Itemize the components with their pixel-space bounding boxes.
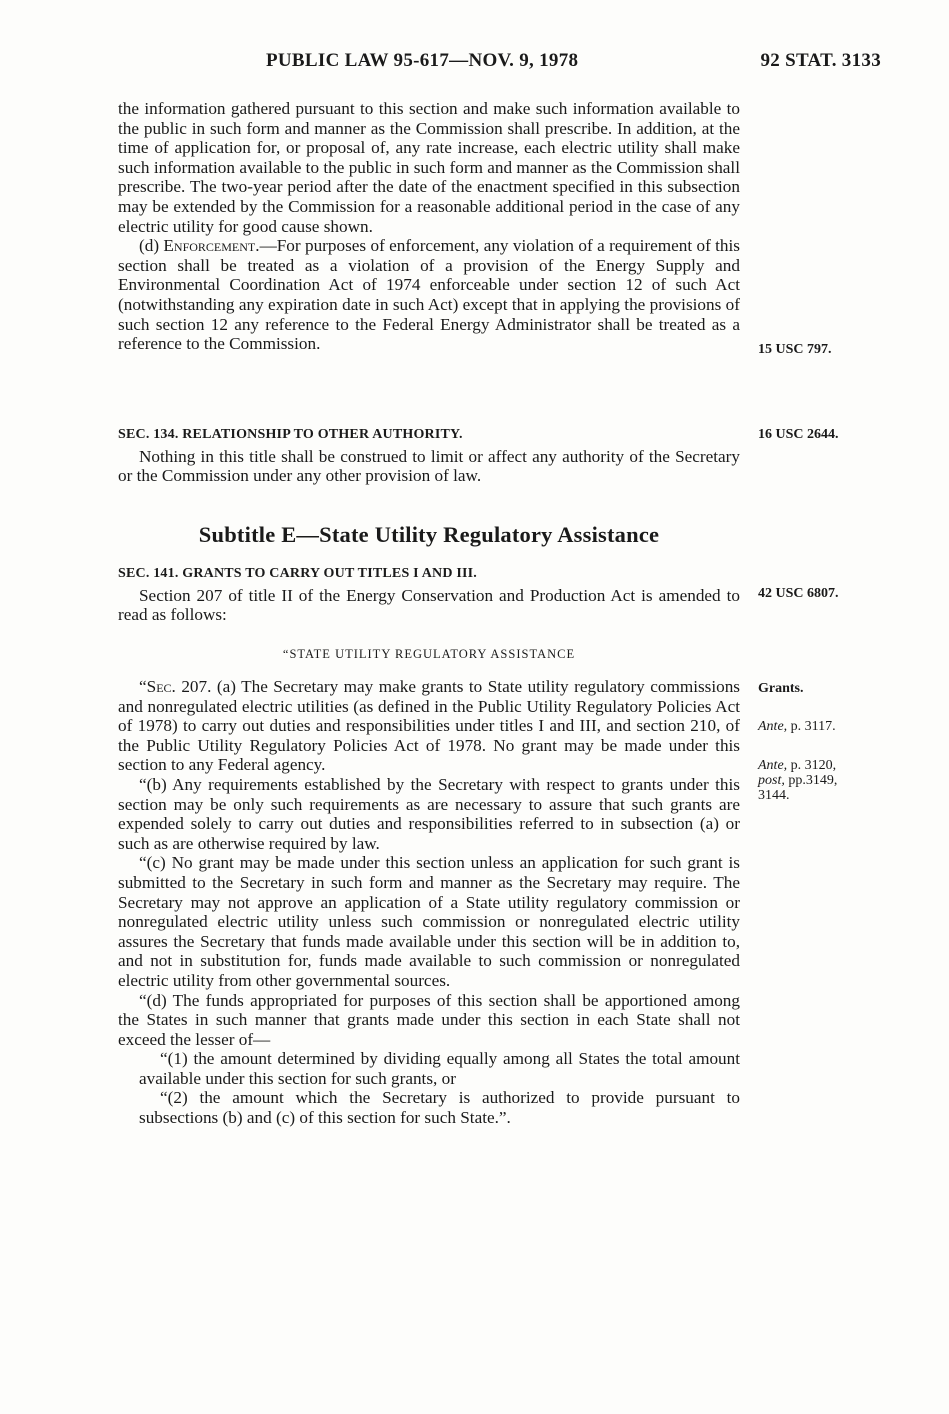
margin-ante2-page: p. 3120, bbox=[787, 758, 837, 773]
section-134-text: Nothing in this title shall be construed to limit or affect any authority of the Secretary or the Commission under any other provision of law. bbox=[118, 446, 740, 486]
subsection-a-text: . 207. (a) The Secretary may make grants to State utility regulatory commissions and nonregulated electric utilities (as defined in the Public Utility Regulatory Policies Act of 1978) to carry out duties and responsibilities under titles I and III, and section 210, of the Public Utility Regulatory Policies Act of 1978. No grant may be made under this section to any Federal agency. bbox=[118, 677, 740, 775]
section-141-intro: Section 207 of title II of the Energy Conservation and Production Act is amended to read as follows: bbox=[118, 585, 740, 625]
section-207-text bbox=[118, 677, 740, 1128]
paragraph-d-label: (d) bbox=[139, 236, 164, 256]
subtitle-e-heading: Subtitle E—State Utility Regulatory Assistance bbox=[198, 522, 660, 547]
margin-ante-italic: Ante, bbox=[758, 719, 788, 734]
subsection-a-quote: “ bbox=[139, 677, 147, 696]
paragraph-d-heading: Enforcement bbox=[163, 236, 256, 256]
margin-ante-page: p. 3117. bbox=[787, 719, 836, 734]
state-utility-regulatory-assistance-heading: “STATE UTILITY REGULATORY ASSISTANCE bbox=[282, 647, 576, 661]
section-141-heading: SEC. 141. GRANTS TO CARRY OUT TITLES I AND III. bbox=[118, 566, 478, 581]
section-141 bbox=[118, 564, 740, 625]
margin-ante2-italic: Ante, bbox=[758, 758, 788, 773]
subsection-c: “(c) No grant may be made under this section unless an application for such grant is submitted to the Secretary in such form and manner as the Secretary may require. The Secretary may not approve an application of a State utility regulatory commission or nonregulated electric utility unless such commission or nonregulated electric utility assures the Secretary that funds made available under this section will be in addition to, and not in substitution for, funds made available to such commission or nonregulated electric utility from other governmental sources. bbox=[118, 853, 740, 990]
margin-note-ante-3120 bbox=[758, 758, 837, 803]
margin-post-pages-cont: 3144. bbox=[758, 788, 790, 803]
subsection-d: “(d) The funds appropriated for purposes of this section shall be apportioned among the States in such manner that grants made under this section in each State shall not exceed the lesser of— bbox=[118, 990, 740, 1049]
margin-note-16-usc-2644: 16 USC 2644. bbox=[758, 427, 839, 442]
margin-post-italic: post, bbox=[758, 773, 785, 788]
running-header-stat-page: 92 STAT. 3133 bbox=[760, 50, 881, 71]
running-header-title: PUBLIC LAW 95-617—NOV. 9, 1978 bbox=[266, 50, 579, 71]
margin-note-grants: Grants. bbox=[758, 681, 804, 696]
margin-post-pages: pp.3149, bbox=[784, 773, 838, 788]
continued-paragraph: the information gathered pursuant to this section and make such information available to the public in such form and manner as the Commission shall prescribe. In addition, at the time of application for, or proposal of, any rate increase, each electric utility shall make such information available to the public in such form and manner as the Commission shall prescribe. The two-year period after the date of the enactment specified in this subsection may be extended by the Commission for a reasonable additional period in the case of any electric utility for good cause shown. bbox=[118, 99, 740, 236]
section-134-heading: SEC. 134. RELATIONSHIP TO OTHER AUTHORITY. bbox=[118, 427, 463, 442]
paragraph-d-text: .—For purposes of enforcement, any violation of a requirement of this section shall be treated as a violation of a provision of the Energy Supply and Environmental Coordination Act of 1974 enforceable under section 12 of such Act (notwithstanding any expiration date in such Act) except that in applying the provisions of such section 12 any reference to the Federal Energy Administrator shall be treated as a reference to the Commission. bbox=[118, 236, 740, 354]
subsection-b: “(b) Any requirements established by the Secretary with respect to grants under this section may be only such requirements as are necessary to assure that such grants are expended solely to carry out duties and responsibilities referred to in subsection (a) or such as are otherwise required by law. bbox=[118, 774, 740, 853]
subsection-a bbox=[118, 677, 740, 775]
section-133-continued bbox=[118, 99, 740, 354]
paragraph-d-enforcement bbox=[118, 236, 740, 354]
subsection-a-sec: Sec bbox=[146, 677, 172, 696]
subsection-d-1: “(1) the amount determined by dividing equally among all States the total amount available under this section for such grants, or bbox=[139, 1049, 740, 1088]
subsection-d-2: “(2) the amount which the Secretary is authorized to provide pursuant to subsections (b) and (c) of this section for such State.”. bbox=[139, 1088, 740, 1128]
margin-note-15-usc-797: 15 USC 797. bbox=[758, 342, 832, 357]
section-134 bbox=[118, 425, 740, 486]
margin-note-ante-3117 bbox=[758, 719, 836, 734]
margin-note-42-usc-6807: 42 USC 6807. bbox=[758, 586, 839, 601]
